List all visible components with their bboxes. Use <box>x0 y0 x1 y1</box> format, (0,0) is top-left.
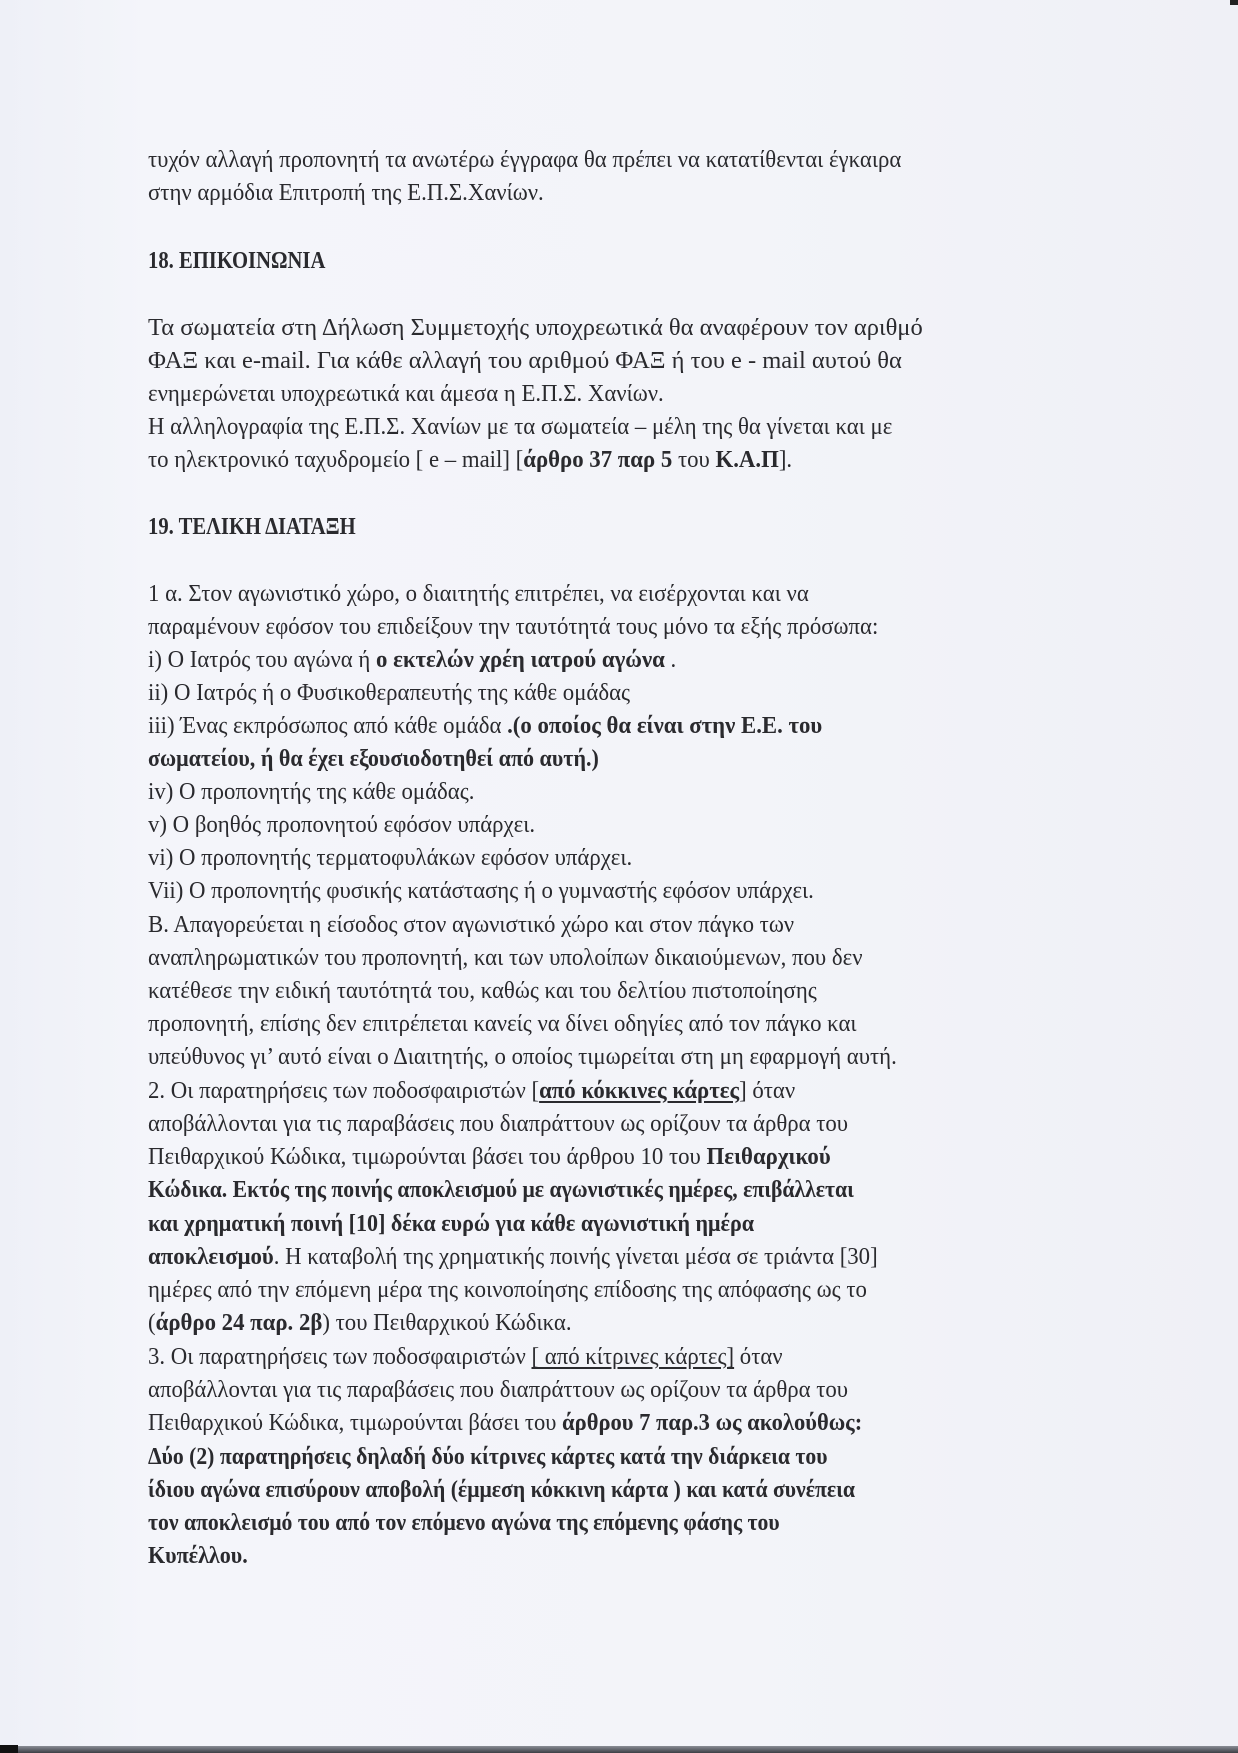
underlined-text: [ από κίτρινες κάρτες] <box>531 1343 735 1370</box>
text: ] όταν <box>739 1077 796 1104</box>
scan-corner <box>0 1745 18 1753</box>
code-abbreviation: Κ.Α.Π <box>715 446 779 473</box>
text: 2. Οι παρατηρήσεις των ποδοσφαιριστών [ <box>148 1077 540 1104</box>
intro-line: τυχόν αλλαγή προπονητή τα ανωτέρω έγγραφα θα πρέπει να κατατίθενται έγκαιρα <box>148 146 902 173</box>
list-item: v) Ο βοηθός προπονητού εφόσον υπάρχει. <box>148 811 536 838</box>
paragraph-line: υπεύθυνος γι’ αυτό είναι ο Διαιτητής, ο οποίος τιμωρείται στη μη εφαρμογή αυτή. <box>148 1043 897 1070</box>
paragraph-line: αναπληρωματικών του προπονητή, και των υπολοίπων δικαιούμενων, που δεν <box>148 944 863 971</box>
text: Πειθαρχικού Κώδικα, τιμωρούνται βάσει του άρθρου 10 του <box>148 1143 707 1170</box>
bold-text: .(ο οποίος θα είναι στην Ε.Ε. του <box>507 712 823 739</box>
article-reference: άρθρο 37 παρ 5 <box>523 446 673 473</box>
text: i) Ο Ιατρός του αγώνα ή <box>148 646 377 673</box>
list-item: ii) Ο Ιατρός ή ο Φυσικοθεραπευτής της κάθε ομάδας <box>148 679 631 706</box>
text: . Η καταβολή της χρηματικής ποινής γίνεται μέσα σε τριάντα [30] <box>273 1243 878 1270</box>
text: το ηλεκτρονικό ταχυδρομείο [ e – mail] [ <box>148 446 524 473</box>
scan-corner <box>1230 0 1238 5</box>
paragraph-line: ενημερώνεται υποχρεωτικά και άμεσα η Ε.Π.Σ. Χανίων. <box>148 380 664 407</box>
section-heading-19: 19. ΤΕΛΙΚΗ ΔΙΑΤΑΞΗ <box>148 514 356 540</box>
text: ) του Πειθαρχικού Κώδικα. <box>322 1309 572 1336</box>
paragraph-line <box>148 1175 854 1205</box>
text: Πειθαρχικού Κώδικα, τιμωρούνται βάσει του <box>148 1409 563 1436</box>
bold-text: άρθρου 7 παρ.3 ως ακολούθως: <box>562 1409 863 1436</box>
paragraph-line: ΦΑΞ και e-mail. Για κάθε αλλαγή του αριθμού ΦΑΞ ή του e - mail αυτού θα <box>148 347 902 374</box>
paragraph-line: αποβάλλονται για τις παραβάσεις που διαπράττουν ως ορίζουν τα άρθρα του <box>148 1110 849 1137</box>
paragraph-line <box>148 1541 248 1571</box>
bold-text: και χρηματική ποινή [10] δέκα ευρώ για κάθε αγωνιστική ημέρα <box>148 1210 755 1237</box>
paragraph-line: Β. Απαγορεύεται η είσοδος στον αγωνιστικό χώρο και στον πάγκο των <box>148 911 795 938</box>
list-item: Vii) Ο προπονητής φυσικής κατάστασης ή ο γυμναστής εφόσον υπάρχει. <box>148 877 814 904</box>
bold-text: ίδιου αγώνα επισύρουν αποβολή (έμμεση κόκκινη κάρτα ) και κατά συνέπεια <box>148 1476 855 1503</box>
scan-edge <box>0 1746 1238 1753</box>
paragraph-line: ημέρες από την επόμενη μέρα της κοινοποίησης επίδοσης της απόφασης ως το <box>148 1276 867 1303</box>
paragraph-line <box>148 1076 795 1106</box>
paragraph-line: Η αλληλογραφία της Ε.Π.Σ. Χανίων με τα σωματεία – μέλη της θα γίνεται και με <box>148 413 893 440</box>
paragraph-line: παραμένουν εφόσον του επιδείξουν την ταυτότητά τους μόνο τα εξής πρόσωπα: <box>148 613 879 640</box>
text: iii) Ένας εκπρόσωπος από κάθε ομάδα <box>148 712 508 739</box>
text: του <box>672 446 716 473</box>
paragraph-line <box>148 1142 831 1172</box>
bold-text: Δύο (2) παρατηρήσεις δηλαδή δύο κίτρινες κάρτες κατά την διάρκεια του <box>148 1443 828 1470</box>
list-item <box>148 744 599 774</box>
paragraph-line <box>148 1508 780 1538</box>
bold-text: τον αποκλεισμό του από τον επόμενο αγώνα της επόμενης φάσης του <box>148 1509 780 1536</box>
paragraph-line <box>148 1209 754 1239</box>
paragraph-line <box>148 1308 572 1338</box>
list-item: vi) Ο προπονητής τερματοφυλάκων εφόσον υπάρχει. <box>148 844 633 871</box>
paragraph-line <box>148 1342 783 1372</box>
bold-text: άρθρο 24 παρ. 2β <box>155 1309 323 1336</box>
bold-text: Κώδικα. Εκτός της ποινής αποκλεισμού με αγωνιστικές ημέρες, επιβάλλεται <box>148 1176 854 1203</box>
bold-text: Πειθαρχικού <box>706 1143 831 1170</box>
paragraph-line: προπονητή, επίσης δεν επιτρέπεται κανείς να δίνει οδηγίες από τον πάγκο και <box>148 1010 857 1037</box>
list-item <box>148 645 676 675</box>
underlined-bold-text: από κόκκινες κάρτες <box>539 1077 740 1104</box>
text: όταν <box>734 1343 783 1370</box>
intro-line: στην αρμόδια Επιτροπή της Ε.Π.Σ.Χανίων. <box>148 179 544 206</box>
paragraph-line <box>148 445 792 475</box>
paragraph-line: αποβάλλονται για τις παραβάσεις που διαπράττουν ως ορίζουν τα άρθρα του <box>148 1376 849 1403</box>
bold-text: αποκλεισμού <box>148 1243 274 1270</box>
paragraph-line: 1 α. Στον αγωνιστικό χώρο, ο διαιτητής επιτρέπει, να εισέρχονται και να <box>148 580 809 607</box>
text: . <box>664 646 677 673</box>
bold-text: σωματείου, ή θα έχει εξουσιοδοτηθεί από αυτή.) <box>148 745 599 772</box>
paragraph-line <box>148 1408 862 1438</box>
paragraph-line <box>148 1442 827 1472</box>
paragraph-line: Τα σωματεία στη Δήλωση Συμμετοχής υποχρεωτικά θα αναφέρουν τον αριθμό <box>148 314 923 341</box>
text: ]. <box>778 446 793 473</box>
paragraph-line <box>148 1475 855 1505</box>
bold-text: Κυπέλλου. <box>148 1542 248 1569</box>
text: ( <box>148 1309 156 1336</box>
list-item: iv) Ο προπονητής της κάθε ομάδας. <box>148 778 475 805</box>
list-item <box>148 711 822 741</box>
text: 3. Οι παρατηρήσεις των ποδοσφαιριστών <box>148 1343 532 1370</box>
bold-text: ο εκτελών χρέη ιατρού αγώνα <box>376 646 665 673</box>
section-heading-18: 18. ΕΠΙΚΟΙΝΩΝΙΑ <box>148 248 326 274</box>
paragraph-line: κατέθεσε την ειδική ταυτότητά του, καθώς και του δελτίου πιστοποίησης <box>148 977 817 1004</box>
paragraph-line <box>148 1242 878 1272</box>
